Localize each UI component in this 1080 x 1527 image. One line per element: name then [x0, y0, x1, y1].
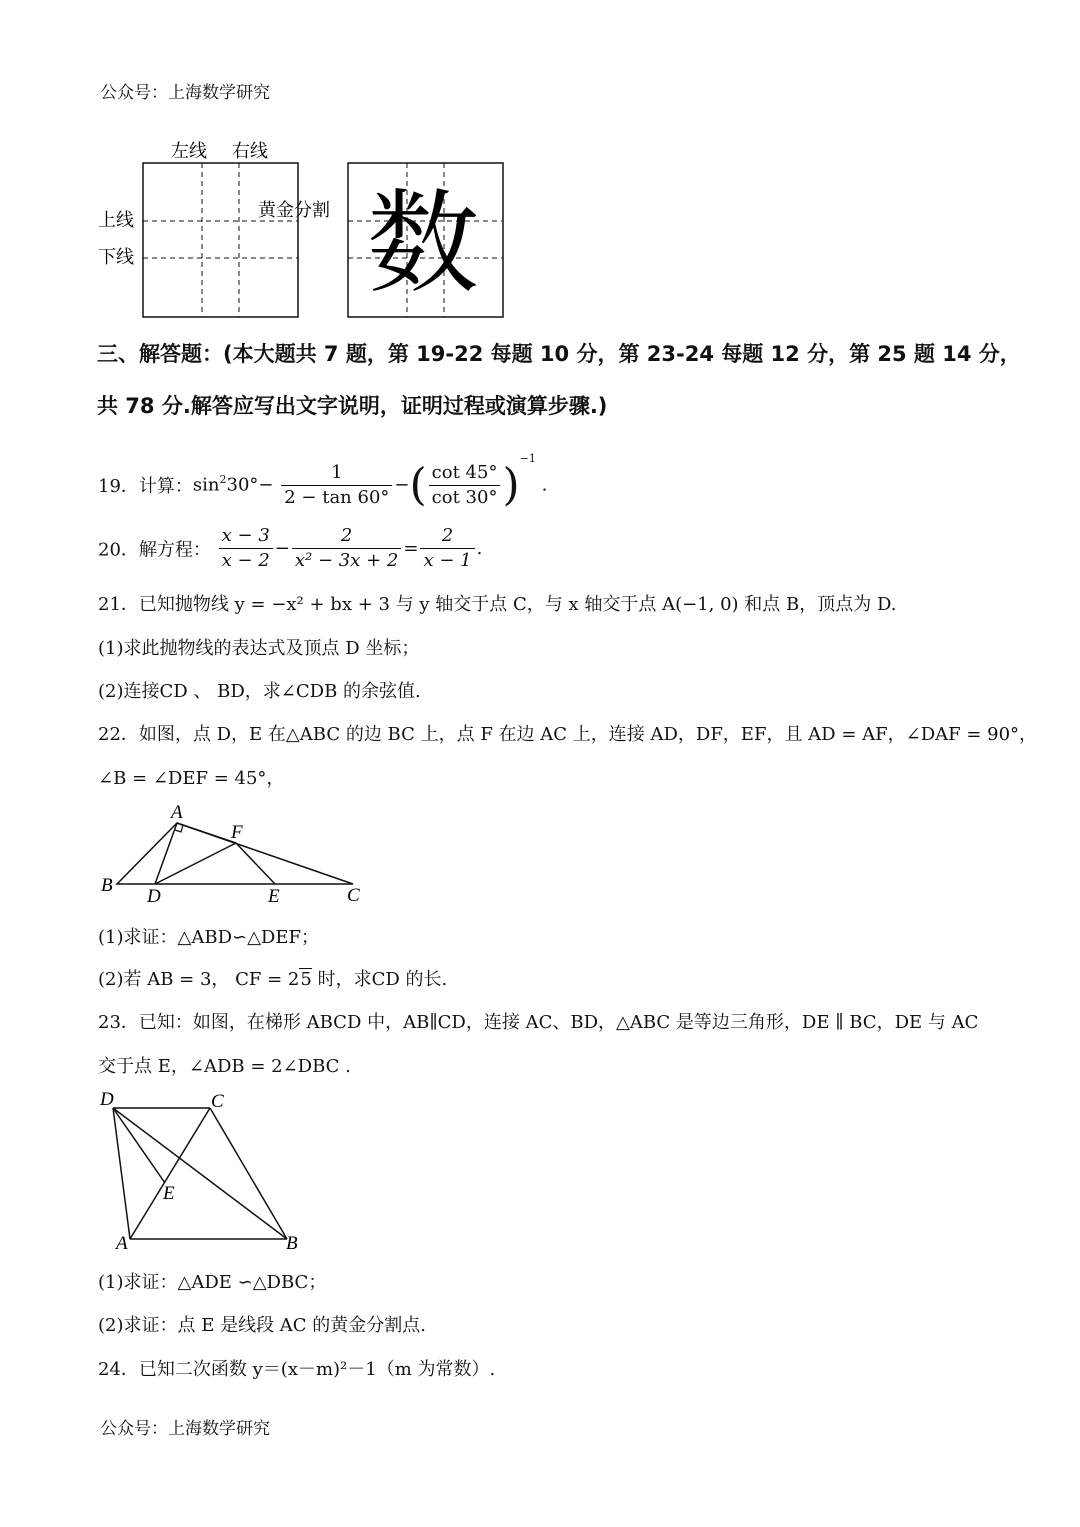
page-header-source: 公众号：上海数学研究 — [100, 83, 270, 103]
question-19: 19．计算：$\sin^230^\circ-$ $\frac{1}{2 - \tan 60^\circ}$ −( $\frac{\cot 45^\circ}{\cot 30^\circ}$ )$^{-1}$ . — [98, 452, 548, 511]
q22-part2-root: 5 — [300, 969, 312, 990]
question-21-part2: (2)连接CD 、 BD，求∠CDB 的余弦值. — [98, 681, 421, 702]
question-24-stem: 24．已知二次函数 y＝(x－m)²－1（m 为常数）. — [98, 1359, 496, 1380]
q19-sin: sin — [192, 474, 220, 496]
left-line-label: 左线 — [171, 141, 207, 161]
upper-line-label: 上线 — [98, 210, 134, 230]
q20-fraction-3 — [420, 524, 474, 573]
golden-section-label: 黄金分割 — [258, 200, 330, 220]
q19-exponent: −1 — [519, 452, 536, 465]
q19-minus-2: − — [394, 474, 410, 496]
q20-minus: − — [274, 538, 290, 559]
q19-minus-1: − — [258, 474, 274, 496]
q20-f1-num: x − 3 — [219, 524, 273, 549]
q20-equals: = — [403, 538, 419, 559]
q19-fraction-1 — [281, 461, 392, 510]
q19-f1-den: 2 − tan 60° — [284, 486, 390, 508]
question-22-line2: ∠B = ∠DEF = 45°， — [98, 768, 285, 789]
lower-line-label: 下线 — [98, 247, 134, 267]
sample-character: 数 — [367, 179, 479, 309]
q19-f2-den: cot 30° — [431, 486, 498, 508]
q22-triangle-figure — [95, 798, 385, 910]
q23-segment-cb — [210, 1108, 287, 1239]
q20-f1-den: x − 2 — [221, 550, 270, 571]
q20-number: 20． — [98, 539, 139, 561]
question-21-stem: 21．已知抛物线 y = −x² + bx + 3 与 y 轴交于点 C，与 x 轴交于点 A(−1, 0) 和点 B，顶点为 D. — [98, 594, 897, 615]
q22-label-b: B — [101, 875, 113, 896]
right-line-label: 右线 — [232, 141, 268, 161]
q22-segment-ef — [236, 843, 275, 884]
question-23-line1: 23．已知：如图，在梯形 ABCD 中，AB∥CD，连接 AC、BD，△ABC 是等边三角形，DE ∥ BC，DE 与 AC — [98, 1012, 979, 1033]
question-23-line2: 交于点 E，∠ADB = 2∠DBC . — [98, 1056, 351, 1077]
grid-figure — [95, 130, 525, 330]
question-20 — [98, 524, 482, 573]
q22-label-c: C — [347, 885, 360, 906]
q20-f3-num: 2 — [420, 524, 474, 549]
q23-label-e: E — [163, 1183, 175, 1204]
q19-sin-arg: 30° — [226, 474, 259, 496]
q20-f2-den: x² − 3x + 2 — [294, 550, 399, 571]
q23-label-c: C — [211, 1091, 224, 1112]
question-22-line1: 22．如图，点 D，E 在△ABC 的边 BC 上，点 F 在边 AC 上，连接 AD，DF，EF，且 AD = AF，∠DAF = 90°， — [98, 724, 1038, 745]
page-footer-source: 公众号：上海数学研究 — [100, 1419, 270, 1439]
q22-part2-a: (2)若 AB = 3， CF = 2 — [98, 969, 300, 990]
q20-f3-den: x − 1 — [423, 550, 472, 571]
q20-f2-num: 2 — [292, 524, 401, 549]
section-heading-line1: 三、解答题：(本大题共 7 题，第 19-22 每题 10 分，第 23-24 每题 12 分，第 25 题 14 分， — [97, 342, 1021, 366]
q20-end: . — [476, 538, 483, 559]
q23-label-b: B — [286, 1233, 298, 1254]
q19-end: . — [541, 474, 548, 496]
question-22-part2 — [98, 965, 447, 991]
question-21-part1: (1)求此抛物线的表达式及顶点 D 坐标； — [98, 638, 420, 659]
q23-label-d: D — [100, 1089, 114, 1110]
q22-part2-b: 时，求CD 的长. — [311, 969, 448, 990]
q22-label-e: E — [268, 886, 280, 907]
q22-label-d: D — [147, 886, 161, 907]
q19-f2-num: cot 45° — [429, 461, 501, 486]
q20-fraction-2 — [292, 524, 401, 573]
q22-segment-af — [177, 823, 236, 843]
q19-fraction-2 — [429, 461, 501, 510]
question-23-part1: (1)求证：△ADE ∽△DBC； — [98, 1272, 327, 1293]
section-heading-line2: 共 78 分.解答应写出文字说明，证明过程或演算步骤.) — [97, 394, 608, 418]
question-23-part2: (2)求证：点 E 是线段 AC 的黄金分割点. — [98, 1315, 427, 1336]
q23-label-a: A — [116, 1233, 128, 1254]
left-grid-box — [143, 163, 298, 317]
q22-label-a: A — [171, 802, 183, 823]
q19-number: 19． — [98, 476, 139, 497]
question-22-part1: (1)求证：△ABD∽△DEF； — [98, 927, 319, 948]
q23-segment-db — [113, 1108, 287, 1239]
q19-sin-exponent: 2 — [219, 473, 227, 486]
q22-label-f: F — [231, 822, 243, 843]
q23-segment-ac — [130, 1108, 210, 1239]
q20-lead: 解方程： — [138, 539, 211, 561]
q19-f1-num: 1 — [281, 461, 392, 486]
q20-fraction-1 — [219, 524, 273, 573]
q23-trapezoid-figure — [95, 1085, 315, 1257]
q19-lead: 计算： — [138, 476, 193, 497]
